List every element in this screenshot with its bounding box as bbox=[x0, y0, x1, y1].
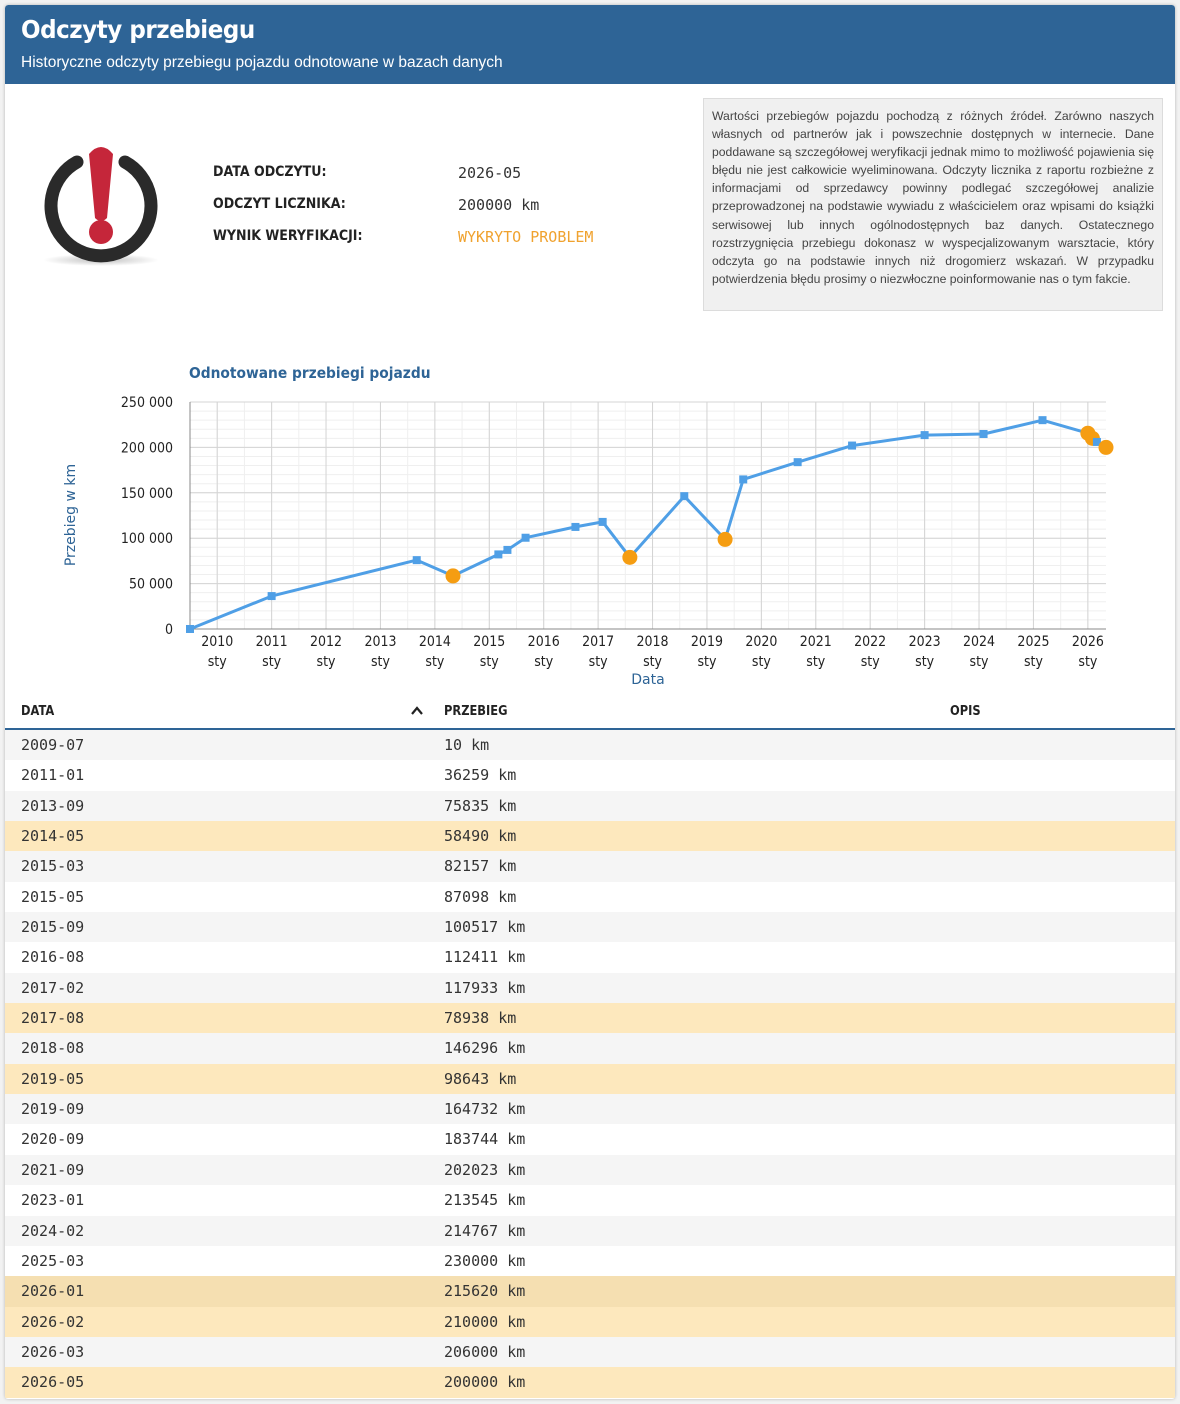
row-date: 2019-05 bbox=[21, 1069, 85, 1088]
row-mileage bbox=[444, 1373, 525, 1391]
row-mileage-value: 210000 bbox=[444, 1312, 499, 1331]
warning-exclamation-icon bbox=[39, 140, 163, 266]
data-point bbox=[1039, 416, 1047, 424]
row-mileage bbox=[444, 1070, 516, 1088]
row-mileage bbox=[444, 827, 516, 845]
row-date: 2026-01 bbox=[21, 1282, 85, 1301]
x-tick-label: 2018 bbox=[636, 634, 669, 651]
row-date: 2009-07 bbox=[21, 736, 85, 754]
row-date: 2023-01 bbox=[21, 1191, 85, 1210]
row-mileage-value: 36259 bbox=[444, 766, 490, 785]
x-tick-label: 2024 bbox=[963, 634, 996, 651]
row-mileage bbox=[444, 888, 516, 906]
row-mileage-value: 58490 bbox=[444, 827, 490, 846]
table-row bbox=[5, 942, 1175, 972]
x-tick-sublabel: sty bbox=[751, 654, 771, 671]
row-mileage-value: 202023 bbox=[444, 1160, 499, 1179]
row-mileage bbox=[444, 1100, 525, 1118]
x-tick-label: 2013 bbox=[364, 634, 397, 651]
row-mileage-unit: km bbox=[507, 1342, 526, 1361]
table-row bbox=[5, 1337, 1175, 1367]
x-tick-label: 2020 bbox=[745, 634, 778, 651]
x-tick-label: 2022 bbox=[854, 634, 887, 651]
x-tick-sublabel: sty bbox=[479, 654, 499, 671]
table-row bbox=[5, 882, 1175, 912]
row-mileage-value: 213545 bbox=[444, 1191, 499, 1210]
table-row bbox=[5, 730, 1175, 760]
table-row bbox=[5, 1216, 1175, 1246]
row-mileage bbox=[444, 1313, 525, 1331]
row-mileage-value: 146296 bbox=[444, 1039, 499, 1058]
row-mileage-unit: km bbox=[498, 827, 517, 846]
row-mileage-value: 215620 bbox=[444, 1282, 499, 1301]
table-header bbox=[5, 695, 1175, 730]
x-tick-sublabel: sty bbox=[588, 654, 608, 671]
table-row bbox=[5, 791, 1175, 821]
chart-title: Odnotowane przebiegi pojazdu bbox=[188, 365, 431, 383]
row-mileage-unit: km bbox=[498, 857, 517, 876]
odometer-value: 200000 km bbox=[458, 196, 540, 214]
row-mileage bbox=[444, 918, 525, 936]
row-date: 2013-09 bbox=[21, 796, 85, 815]
column-header-mileage[interactable]: PRZEBIEG bbox=[444, 704, 508, 719]
row-mileage-unit: km bbox=[471, 736, 490, 754]
row-mileage-unit: km bbox=[498, 766, 517, 785]
row-mileage-unit: km bbox=[507, 1221, 526, 1240]
table-row bbox=[5, 1155, 1175, 1185]
sort-ascending-icon[interactable] bbox=[410, 704, 424, 718]
row-date: 2026-05 bbox=[21, 1373, 85, 1392]
row-mileage-value: 206000 bbox=[444, 1342, 499, 1361]
table-row bbox=[5, 821, 1175, 851]
table-row bbox=[5, 1185, 1175, 1215]
table-row bbox=[5, 1094, 1175, 1124]
row-mileage-value: 87098 bbox=[444, 887, 490, 906]
table-row bbox=[5, 851, 1175, 881]
page-title: Odczyty przebiegu bbox=[21, 15, 255, 44]
table-row bbox=[5, 1064, 1175, 1094]
row-mileage-unit: km bbox=[507, 1039, 526, 1058]
data-point bbox=[186, 625, 194, 633]
data-point bbox=[413, 556, 421, 564]
table-row bbox=[5, 1124, 1175, 1154]
row-date: 2025-03 bbox=[21, 1251, 85, 1270]
x-tick-sublabel: sty bbox=[316, 654, 336, 671]
reading-date-value: 2026-05 bbox=[458, 164, 522, 182]
x-axis-label: Data bbox=[631, 672, 665, 688]
table-row bbox=[5, 1276, 1175, 1306]
row-mileage bbox=[444, 1252, 525, 1270]
data-point bbox=[680, 492, 688, 500]
y-tick-label: 250 000 bbox=[120, 395, 173, 411]
x-tick-sublabel: sty bbox=[534, 654, 554, 671]
row-mileage-value: 10 bbox=[444, 736, 463, 754]
row-mileage bbox=[444, 1130, 525, 1148]
row-date: 2017-02 bbox=[21, 978, 85, 997]
row-mileage-unit: km bbox=[507, 1282, 526, 1301]
table-row bbox=[5, 1003, 1175, 1033]
x-tick-sublabel: sty bbox=[425, 654, 445, 671]
x-tick-sublabel: sty bbox=[262, 654, 282, 671]
table-body bbox=[5, 730, 1175, 1398]
row-mileage-unit: km bbox=[507, 948, 526, 967]
verification-label: WYNIK WERYFIKACJI: bbox=[213, 228, 363, 244]
data-point bbox=[522, 534, 530, 542]
x-tick-sublabel: sty bbox=[860, 654, 880, 671]
x-tick-sublabel: sty bbox=[697, 654, 717, 671]
row-date: 2020-09 bbox=[21, 1130, 85, 1149]
row-mileage bbox=[444, 766, 516, 784]
x-tick-label: 2011 bbox=[255, 634, 288, 651]
row-mileage bbox=[444, 979, 525, 997]
x-tick-label: 2021 bbox=[799, 634, 832, 651]
source-note: Wartości przebiegów pojazdu pochodzą z różnych źródeł. Zarówno naszych własnych od partnerów jak i powszechnie dostępnych w internecie. Dane poddawane są szczegółowej weryfikacji jednak mimo to możliwość pojawienia się błędu nie jest całkowicie wyeliminowana. Odczyty licznika z raportu rozbieżne z informacjami od sprzedawcy powinny podlegać szczegółowej analizie przeprowadzonej na podstawie wywiadu z właścicielem oraz wpisami do książki serwisowej lub innych ogólnodostępnych baz danych. Ostatecznego rozstrzygnięcia przebiegu dokonasz w wyspecjalizowanym warsztacie, który odczyta go na podstawie innych niż drogomierz wskazań. W przypadku potwierdzenia błędu prosimy o niezwłoczne poinformowanie nas o tym fakcie. bbox=[703, 98, 1163, 311]
x-tick-sublabel: sty bbox=[370, 654, 390, 671]
verification-result: WYKRYTO PROBLEM bbox=[458, 228, 594, 246]
x-tick-sublabel: sty bbox=[969, 654, 989, 671]
x-tick-label: 2026 bbox=[1071, 634, 1104, 651]
y-tick-label: 200 000 bbox=[120, 440, 173, 457]
header bbox=[5, 5, 1175, 84]
row-mileage-unit: km bbox=[498, 796, 517, 815]
row-mileage-unit: km bbox=[507, 1312, 526, 1331]
y-axis-label: Przebieg w km bbox=[63, 463, 79, 567]
row-mileage bbox=[444, 857, 516, 875]
row-mileage-unit: km bbox=[507, 1191, 526, 1210]
row-mileage-unit: km bbox=[507, 1130, 526, 1149]
row-mileage bbox=[444, 1222, 525, 1240]
row-mileage-unit: km bbox=[507, 1100, 526, 1119]
column-header-date[interactable]: DATA bbox=[21, 704, 55, 719]
row-mileage-value: 98643 bbox=[444, 1069, 490, 1088]
row-mileage bbox=[444, 1161, 525, 1179]
row-mileage-value: 214767 bbox=[444, 1221, 499, 1240]
x-tick-label: 2023 bbox=[908, 634, 941, 651]
x-tick-sublabel: sty bbox=[806, 654, 826, 671]
row-mileage-unit: km bbox=[507, 1160, 526, 1179]
summary-section bbox=[5, 84, 1175, 334]
row-date: 2026-02 bbox=[21, 1312, 85, 1331]
reading-date-label: DATA ODCZYTU: bbox=[213, 164, 327, 180]
row-mileage-value: 183744 bbox=[444, 1130, 499, 1149]
row-mileage bbox=[444, 736, 489, 754]
table-row bbox=[5, 1307, 1175, 1337]
row-mileage-unit: km bbox=[498, 887, 517, 906]
table-row bbox=[5, 1033, 1175, 1063]
x-tick-label: 2015 bbox=[473, 634, 506, 651]
data-point bbox=[921, 431, 929, 439]
x-tick-label: 2025 bbox=[1017, 634, 1050, 651]
odometer-label: ODCZYT LICZNIKA: bbox=[213, 196, 346, 212]
data-point bbox=[794, 458, 802, 466]
data-point bbox=[599, 518, 607, 526]
row-mileage-value: 100517 bbox=[444, 918, 499, 937]
row-mileage-unit: km bbox=[507, 978, 526, 997]
row-mileage-value: 117933 bbox=[444, 978, 499, 997]
row-date: 2017-08 bbox=[21, 1009, 85, 1028]
x-tick-sublabel: sty bbox=[643, 654, 663, 671]
row-mileage-value: 200000 bbox=[444, 1373, 499, 1392]
y-tick-label: 50 000 bbox=[128, 576, 173, 593]
row-mileage bbox=[444, 797, 516, 815]
row-date: 2015-05 bbox=[21, 887, 85, 906]
row-mileage bbox=[444, 1191, 525, 1209]
row-mileage-unit: km bbox=[507, 1373, 526, 1392]
data-point bbox=[848, 442, 856, 450]
data-point bbox=[503, 546, 511, 554]
y-tick-label: 0 bbox=[164, 622, 173, 638]
row-date: 2011-01 bbox=[21, 766, 85, 785]
row-date: 2014-05 bbox=[21, 827, 85, 846]
table-row bbox=[5, 760, 1175, 790]
row-date: 2026-03 bbox=[21, 1342, 85, 1361]
row-mileage-value: 78938 bbox=[444, 1009, 490, 1028]
table-row bbox=[5, 1367, 1175, 1397]
row-mileage-value: 230000 bbox=[444, 1251, 499, 1270]
x-tick-sublabel: sty bbox=[1078, 654, 1098, 671]
row-mileage bbox=[444, 948, 525, 966]
data-point bbox=[268, 592, 276, 600]
row-mileage-value: 112411 bbox=[444, 948, 499, 967]
x-tick-label: 2014 bbox=[418, 634, 451, 651]
row-mileage bbox=[444, 1343, 525, 1361]
mileage-series-line bbox=[190, 420, 1106, 629]
row-mileage bbox=[444, 1039, 525, 1057]
row-mileage-unit: km bbox=[507, 918, 526, 937]
problem-point bbox=[1099, 440, 1114, 455]
row-mileage bbox=[444, 1009, 516, 1027]
problem-point bbox=[446, 568, 461, 583]
row-mileage-value: 82157 bbox=[444, 857, 490, 876]
x-tick-label: 2016 bbox=[527, 634, 560, 651]
table-row bbox=[5, 973, 1175, 1003]
y-tick-label: 150 000 bbox=[120, 485, 173, 502]
row-mileage-unit: km bbox=[498, 1069, 517, 1088]
data-point bbox=[571, 523, 579, 531]
x-tick-label: 2012 bbox=[310, 634, 343, 651]
x-tick-label: 2010 bbox=[201, 634, 234, 651]
data-point bbox=[739, 475, 747, 483]
column-header-description[interactable]: OPIS bbox=[950, 704, 981, 719]
mileage-chart-svg bbox=[5, 349, 1175, 689]
mileage-table bbox=[5, 695, 1175, 1398]
row-mileage-unit: km bbox=[498, 1009, 517, 1028]
row-mileage-value: 75835 bbox=[444, 796, 490, 815]
problem-point bbox=[718, 532, 733, 547]
row-date: 2015-09 bbox=[21, 918, 85, 937]
row-mileage bbox=[444, 1282, 525, 1300]
row-date: 2024-02 bbox=[21, 1221, 85, 1240]
problem-point bbox=[622, 550, 637, 565]
data-point bbox=[494, 550, 502, 558]
x-tick-sublabel: sty bbox=[915, 654, 935, 671]
y-tick-label: 100 000 bbox=[120, 531, 173, 548]
x-tick-sublabel: sty bbox=[207, 654, 227, 671]
x-tick-label: 2017 bbox=[582, 634, 615, 651]
row-mileage-unit: km bbox=[507, 1251, 526, 1270]
row-date: 2021-09 bbox=[21, 1160, 85, 1179]
table-row bbox=[5, 912, 1175, 942]
row-date: 2016-08 bbox=[21, 948, 85, 967]
x-tick-label: 2019 bbox=[690, 634, 723, 651]
mileage-card bbox=[5, 5, 1175, 1399]
row-date: 2019-09 bbox=[21, 1100, 85, 1119]
row-date: 2018-08 bbox=[21, 1039, 85, 1058]
row-date: 2015-03 bbox=[21, 857, 85, 876]
mileage-chart bbox=[5, 349, 1175, 689]
page-subtitle: Historyczne odczyty przebiegu pojazdu odnotowane w bazach danych bbox=[21, 54, 503, 71]
data-point bbox=[980, 430, 988, 438]
row-mileage-value: 164732 bbox=[444, 1100, 499, 1119]
x-tick-sublabel: sty bbox=[1023, 654, 1043, 671]
table-row bbox=[5, 1246, 1175, 1276]
